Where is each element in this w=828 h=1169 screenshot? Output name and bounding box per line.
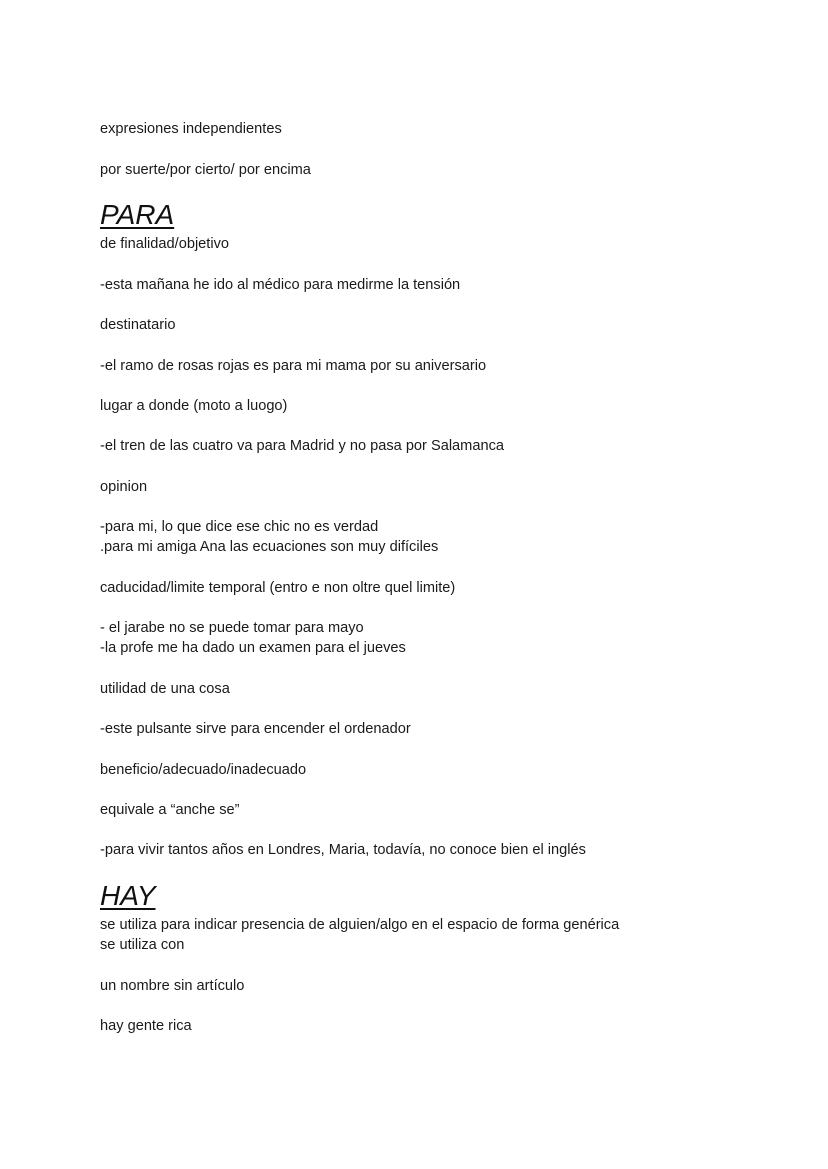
section-heading-hay: HAY [100, 880, 156, 911]
para-line: beneficio/adecuado/inadecuado [100, 762, 307, 778]
para-line: de finalidad/objetivo [100, 236, 230, 252]
para-line: lugar a donde (moto a luogo) [100, 398, 288, 414]
para-line: -esta mañana he ido al médico para medirme la tensión [100, 277, 461, 293]
para-line: .para mi amiga Ana las ecuaciones son muy difíciles [100, 539, 439, 555]
para-line: opinion [100, 479, 148, 495]
para-line: -para mi, lo que dice ese chic no es verdad [100, 519, 379, 535]
para-line: -el tren de las cuatro va para Madrid y no pasa por Salamanca [100, 438, 504, 454]
para-line: destinatario [100, 317, 176, 333]
para-line: utilidad de una cosa [100, 681, 230, 697]
para-line: -este pulsante sirve para encender el ordenador [100, 721, 411, 737]
para-line: equivale a “anche se” [100, 802, 240, 818]
para-line: -la profe me ha dado un examen para el jueves [100, 640, 406, 656]
para-line: caducidad/limite temporal (entro e non oltre quel limite) [100, 580, 456, 596]
hay-line: hay gente rica [100, 1018, 192, 1034]
intro-line: expresiones independientes [100, 121, 282, 137]
hay-line: se utiliza para indicar presencia de alguien/algo en el espacio de forma genérica [100, 917, 620, 933]
para-line: -para vivir tantos años en Londres, Maria, todavía, no conoce bien el inglés [100, 842, 586, 858]
section-heading-para: PARA [100, 199, 175, 230]
hay-line: se utiliza con [100, 937, 185, 953]
para-line: - el jarabe no se puede tomar para mayo [100, 620, 364, 636]
hay-line: un nombre sin artículo [100, 978, 245, 994]
para-line: -el ramo de rosas rojas es para mi mama por su aniversario [100, 358, 487, 374]
intro-line: por suerte/por cierto/ por encima [100, 162, 311, 178]
